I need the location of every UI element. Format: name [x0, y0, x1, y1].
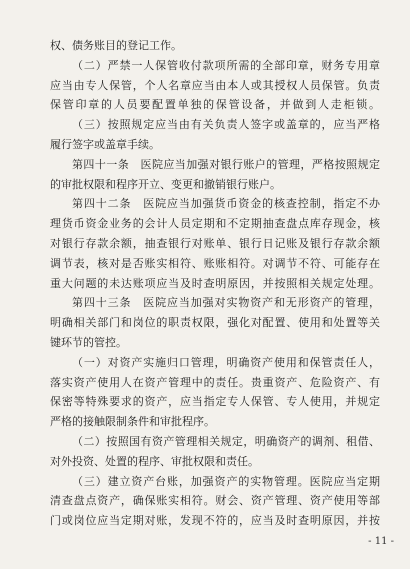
text-line: （二）按照国有资产管理相关规定，明确资产的调剂、租借、 — [72, 434, 380, 448]
text-line: 应当由专人保管，个人名章应当由本人或其授权人员保管。负责 — [50, 78, 380, 92]
body-text — [50, 36, 380, 531]
text-line: 清查盘点资产，确保账实相符。财会、资产管理、资产使用等部 — [50, 494, 380, 508]
text-line: 调节表，核对是否账实相符、账账相符。对调节不符、可能存在 — [50, 256, 380, 270]
text-line: 明确相关部门和岗位的职责权限，强化对配置、使用和处置等关 — [50, 316, 380, 330]
article-41-line: 第四十一条 医院应当加强对银行账户的管理，严格按照规定 — [72, 157, 380, 171]
text-line: 重大问题的未达账项应当及时查明原因，并按照相关规定处理。 — [50, 276, 380, 290]
text-line: （三）按照规定应当由有关负责人签字或盖章的，应当严格 — [72, 118, 380, 132]
text-line: 门或岗位应当定期对账，发现不符的，应当及时查明原因，并按 — [50, 514, 380, 528]
text-line: （一）对资产实施归口管理，明确资产使用和保管责任人， — [72, 355, 380, 369]
text-line: 对银行存款余额，抽查银行对账单、银行日记账及银行存款余额 — [50, 236, 380, 250]
text-line: 落实资产使用人在资产管理中的责任。贵重资产、危险资产、有 — [50, 375, 380, 389]
text-line: 对外投资、处置的程序、审批权限和责任。 — [50, 454, 259, 468]
text-line: 理货币资金业务的会计人员定期和不定期抽查盘点库存现金，核 — [50, 217, 380, 231]
text-line: （三）建立资产台账，加强资产的实物管理。医院应当定期 — [72, 474, 380, 488]
text-line: 保密等特殊要求的资产，应当指定专人保管、专人使用，并规定 — [50, 395, 380, 409]
article-43-line: 第四十三条 医院应当加强对实物资产和无形资产的管理， — [72, 296, 380, 310]
text-line: 保管印章的人员要配置单独的保管设备，并做到人走柜锁。 — [50, 98, 380, 112]
text-line: 严格的接触限制条件和审批程序。 — [50, 415, 215, 429]
page-number: - 11 - — [368, 536, 394, 547]
text-line: 的审批权限和程序开立、变更和撤销银行账户。 — [50, 177, 281, 191]
text-line: 权、债务账目的登记工作。 — [50, 39, 182, 52]
text-line: （二）严禁一人保管收付款项所需的全部印章，财务专用章 — [72, 58, 380, 72]
text-line: 键环节的管控。 — [50, 335, 127, 349]
article-42-line: 第四十二条 医院应当加强货币资金的核查控制，指定不办 — [72, 197, 380, 211]
text-line: 履行签字或盖章手续。 — [50, 137, 160, 151]
